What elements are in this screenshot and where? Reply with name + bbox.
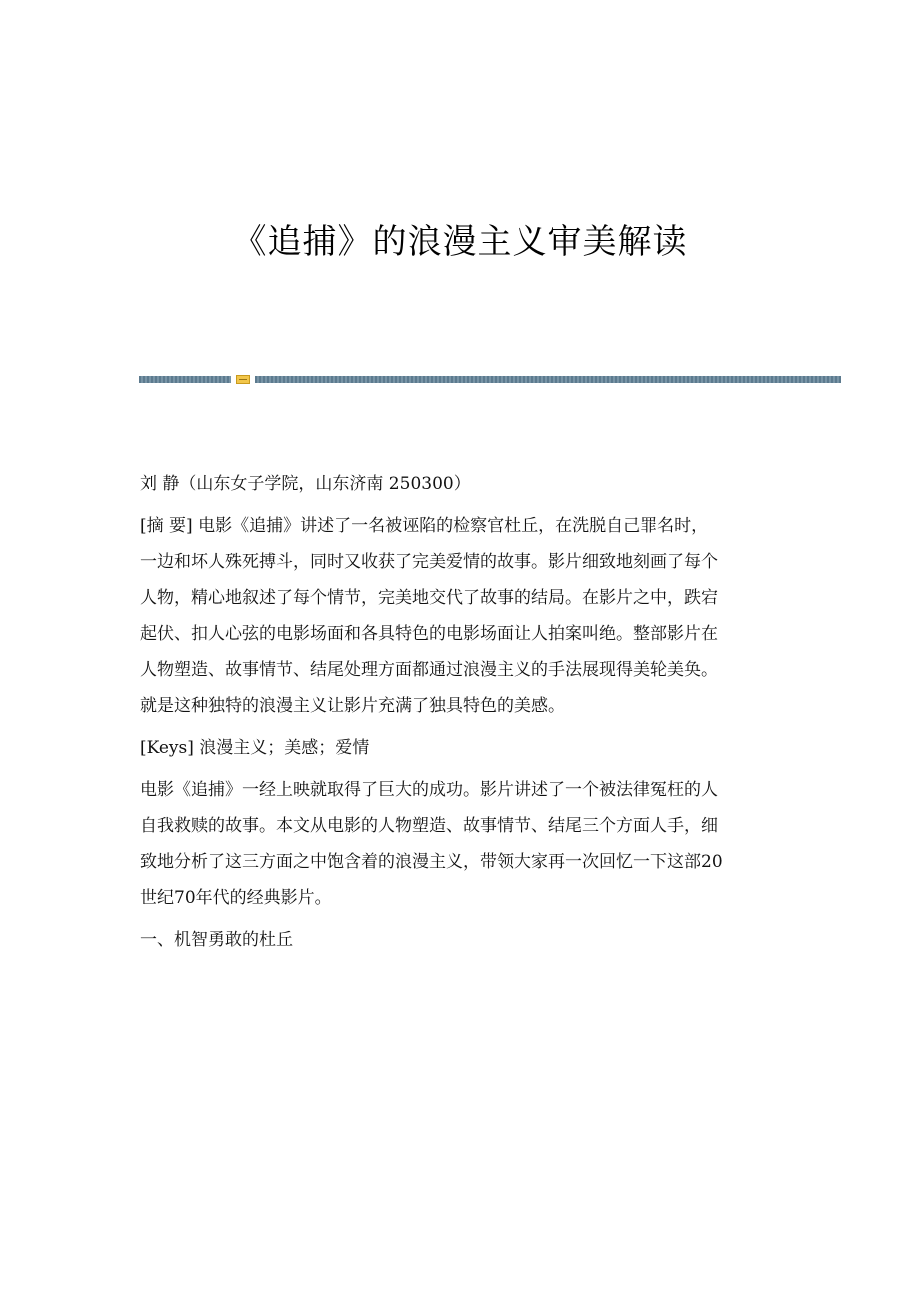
abstract-line: [摘 要] 电影《追捕》讲述了一名被诬陷的检察官杜丘，在洗脱自己罪名时， <box>140 516 709 536</box>
section-heading: 一、机智勇敢的杜丘 <box>140 930 293 950</box>
keywords-line: [Keys] 浪漫主义；美感；爱情 <box>140 738 370 758</box>
author-line: 刘 静（山东女子学院，山东济南 250300） <box>140 474 471 494</box>
intro-line: 致地分析了这三方面之中饱含着的浪漫主义，带领大家再一次回忆一下这部20 <box>140 852 723 872</box>
intro-paragraph <box>140 772 785 916</box>
abstract-line: 起伏、扣人心弦的电影场面和各具特色的电影场面让人拍案叫绝。整部影片在 <box>140 624 718 644</box>
abstract-paragraph <box>140 508 785 724</box>
abstract-line: 一边和坏人殊死搏斗，同时又收获了完美爱情的故事。影片细致地刻画了每个 <box>140 552 718 572</box>
divider-bar-right <box>255 376 841 383</box>
abstract-line: 人物塑造、故事情节、结尾处理方面都通过浪漫主义的手法展现得美轮美奂。 <box>140 660 718 680</box>
divider-ornament-icon <box>236 375 250 384</box>
abstract-line: 人物，精心地叙述了每个情节，完美地交代了故事的结局。在影片之中，跌宕 <box>140 588 718 608</box>
title-divider <box>139 375 841 384</box>
abstract-line: 就是这种独特的浪漫主义让影片充满了独具特色的美感。 <box>140 696 565 716</box>
intro-line: 自我救赎的故事。本文从电影的人物塑造、故事情节、结尾三个方面人手，细 <box>140 816 718 836</box>
divider-bar-left <box>139 376 231 383</box>
intro-line: 世纪70年代的经典影片。 <box>140 888 332 908</box>
document-body <box>140 466 785 958</box>
intro-line: 电影《追捕》一经上映就取得了巨大的成功。影片讲述了一个被法律冤枉的人 <box>140 780 718 800</box>
document-title: 《追捕》的浪漫主义审美解读 <box>232 222 688 262</box>
